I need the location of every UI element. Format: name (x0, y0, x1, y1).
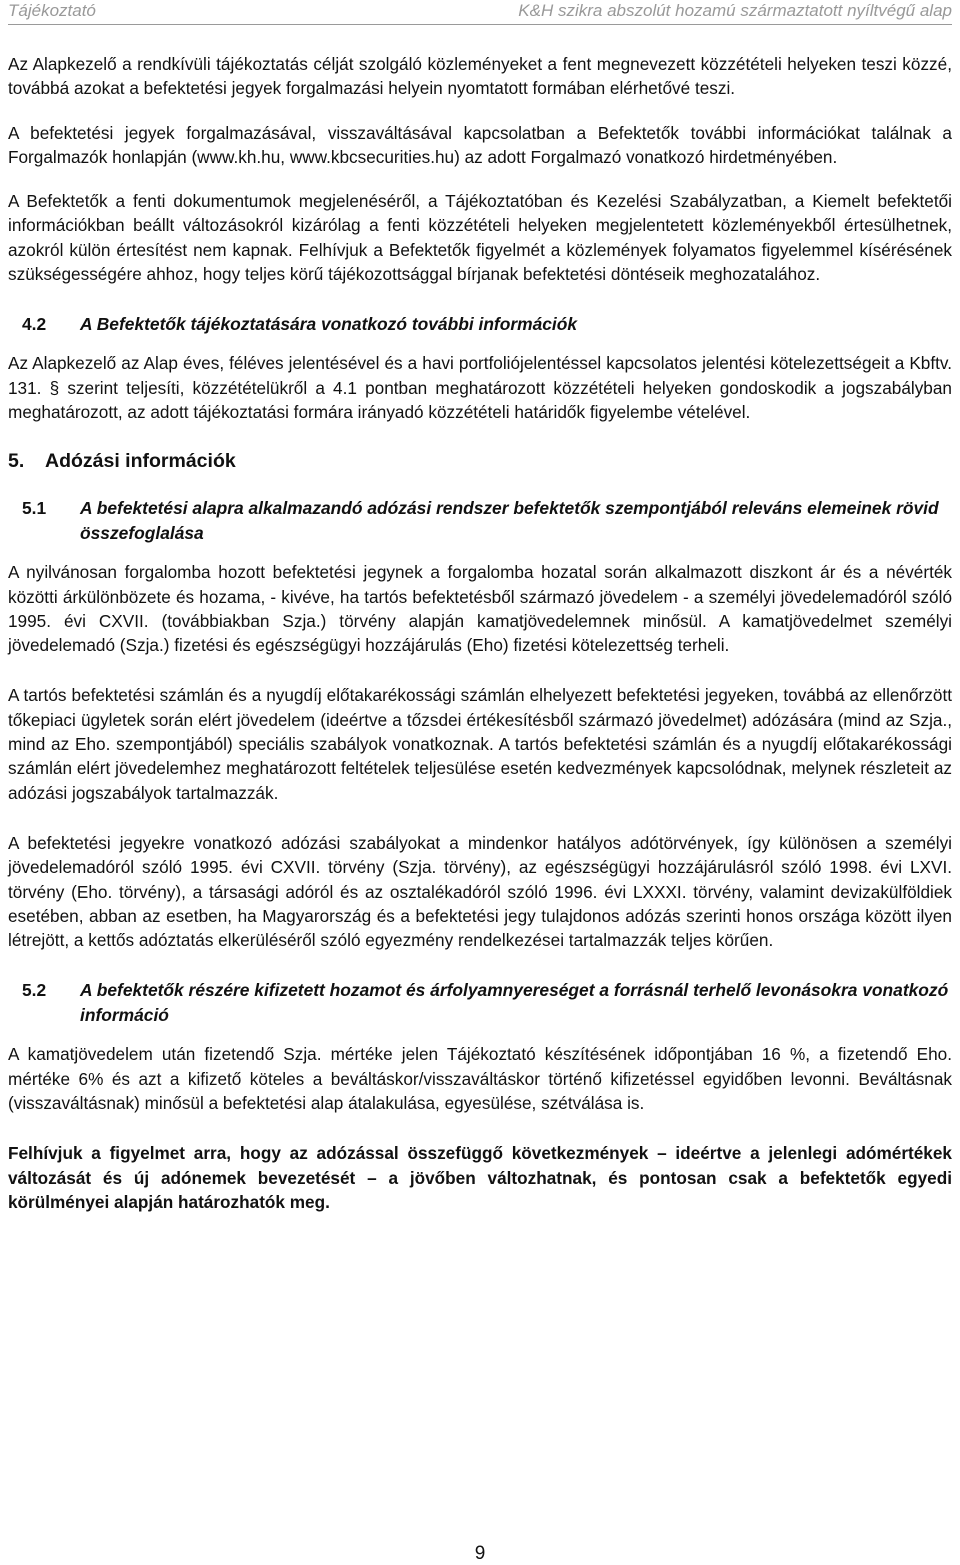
section-number: 5.1 (22, 498, 47, 519)
paragraph-withholding-rates: A kamatjövedelem után fizetendő Szja. mértéke jelen Tájékoztató készítésének időpontjában 16 %, a fizetendő Eho. mértéke 6% és azt a kifizető köteles a beváltáskor/visszaváltáskor történő kifizetéssel egyidőben levonni. Beváltásnak (visszaváltásnak) minősül a befektetési alap átalakulása, egyesülése, szétválása is. (8, 1044, 952, 1114)
section-title: A befektetési alapra alkalmazandó adózási rendszer befektetők szempontjából releváns elemeinek rövid összefoglalása (80, 498, 939, 544)
section-title: A befektetők részére kifizetett hozamot és árfolyamnyereséget a forrásnál terhelő levonásokra vonatkozó információ (80, 980, 949, 1026)
section-heading-5 (8, 448, 952, 474)
header-document-title: Tájékoztató (8, 1, 96, 20)
section-number: 5.2 (22, 980, 47, 1001)
paragraph-publication-notice: Az Alapkezelő a rendkívüli tájékoztatás célját szolgáló közleményeket a fent megnevezett közzétételi helyeken teszi közzé, továbbá azokat a befektetési jegyek forgalmazási helyein nyomtatott formában elérhetővé teszi. (8, 54, 952, 99)
header-divider (8, 24, 952, 25)
section-number: 4.2 (22, 314, 47, 335)
paragraph-interest-income-tax: A nyilvánosan forgalomba hozott befektetési jegynek a forgalomba hozatal során alkalmazott diszkont ár és a névérték közötti árkülönbözete és hozama, - kivéve, ha tartós befektetésből származó jövedelem - a személyi jövedelemadóról szóló 1995. évi CXVII. (továbbiakban Szja.) törvény alapján kamatjövedelemnek minősül. A kamatjövedelmet személyi jövedelemadó (Szja.) fizetési és egészségügyi hozzájárulás (Eho) fizetési kötelezettség terheli. (8, 562, 952, 656)
section-heading-5-1 (8, 496, 952, 546)
document-body (8, 52, 952, 1214)
page-number: 9 (474, 1543, 486, 1564)
section-title: A Befektetők tájékoztatására vonatkozó további információk (80, 314, 578, 335)
page-header (0, 0, 960, 26)
paragraph-reporting-obligations: Az Alapkezelő az Alap éves, féléves jelentésével és a havi portfoliójelentéssel kapcsolatos jelentési kötelezettségeit a Kbftv. 131. § szerint teljesíti, közzétételükről a 4.1 pontban meghatározott közzétételi helyeken gondoskodik a jogszabályban meghatározott, az adott tájékoztatási formára irányadó közzétételi határidők figyelembe vételével. (8, 353, 952, 422)
paragraph-tax-change-warning: Felhívjuk a figyelmet arra, hogy az adózással összefüggő következmények – ideértve a jelenlegi adómértékek változását és új adónemek bevezetését – a jövőben változhatnak, és pontosan csak a befektetők egyedi körülményei alapján határozhatók meg. (8, 1143, 952, 1212)
section-heading-4-2 (8, 312, 952, 337)
paragraph-long-term-accounts: A tartós befektetési számlán és a nyugdíj előtakarékossági számlán elhelyezett befektetési jegyeken, továbbá az ellenőrzött tőkepiaci ügyletek során elért jövedelem (ideértve a tőzsdei értékesítésből származó jövedelmet) adózására (mind az Szja., mind az Eho. szempontjából) speciális szabályok vonatkoznak. A tartós befektetési számlán és a nyugdíj előtakarékossági számlán elért jövedelemhez meghatározott feltételek teljesülése esetén kedvezmények kapcsolódnak, melynek részleteit az adózási jogszabályok tartalmazzák. (8, 685, 952, 803)
header-fund-name: K&H szikra abszolút hozamú származtatott nyíltvégű alap (518, 1, 952, 20)
section-number: 5. (8, 450, 25, 473)
paragraph-tax-laws: A befektetési jegyekre vonatkozó adózási szabályokat a mindenkor hatályos adótörvények, így különösen a személyi jövedelemadóról szóló 1995. évi CXVII. törvény (Szja. törvény), az egészségügyi hozzájárulásról szóló 1998. évi LXVI. törvény (Eho. törvény), a társasági adóról és az osztalékadóról szóló 1996. évi LXXXI. törvény, valamint devizakülföldiek esetében, abban az esetben, ha Magyarország és a befektetési jegy tulajdonos adózás szerinti honos országa között ilyen létrejött, a kettős adóztatás elkerüléséről szóló egyezmény rendelkezései tartalmazzák teljes körűen. (8, 832, 952, 951)
section-title: Adózási információk (45, 450, 236, 473)
section-heading-5-2 (8, 978, 952, 1028)
paragraph-investor-notice: A Befektetők a fenti dokumentumok megjelenéséről, a Tájékoztatóban és Kezelési Szabályzatban, a Kiemelt befektetői információkban beállt változásokról kizárólag a fenti közzétételi helyeken megjelentetett közleményekből értesülhetnek, azokról külön értesítést nem kapnak. Felhívjuk a Befektetők figyelmét a közlemények folyamatos figyelemmel kísérésének szükségességére ahhoz, hogy teljes körű tájékozottsággal bírjanak befektetési döntéseik meghozatalához. (8, 191, 952, 285)
paragraph-distributor-info: A befektetési jegyek forgalmazásával, visszaváltásával kapcsolatban a Befektetők további információkat találnak a Forgalmazók honlapján (www.kh.hu, www.kbcsecurities.hu) az adott Forgalmazó vonatkozó hirdetményében. (8, 122, 952, 167)
